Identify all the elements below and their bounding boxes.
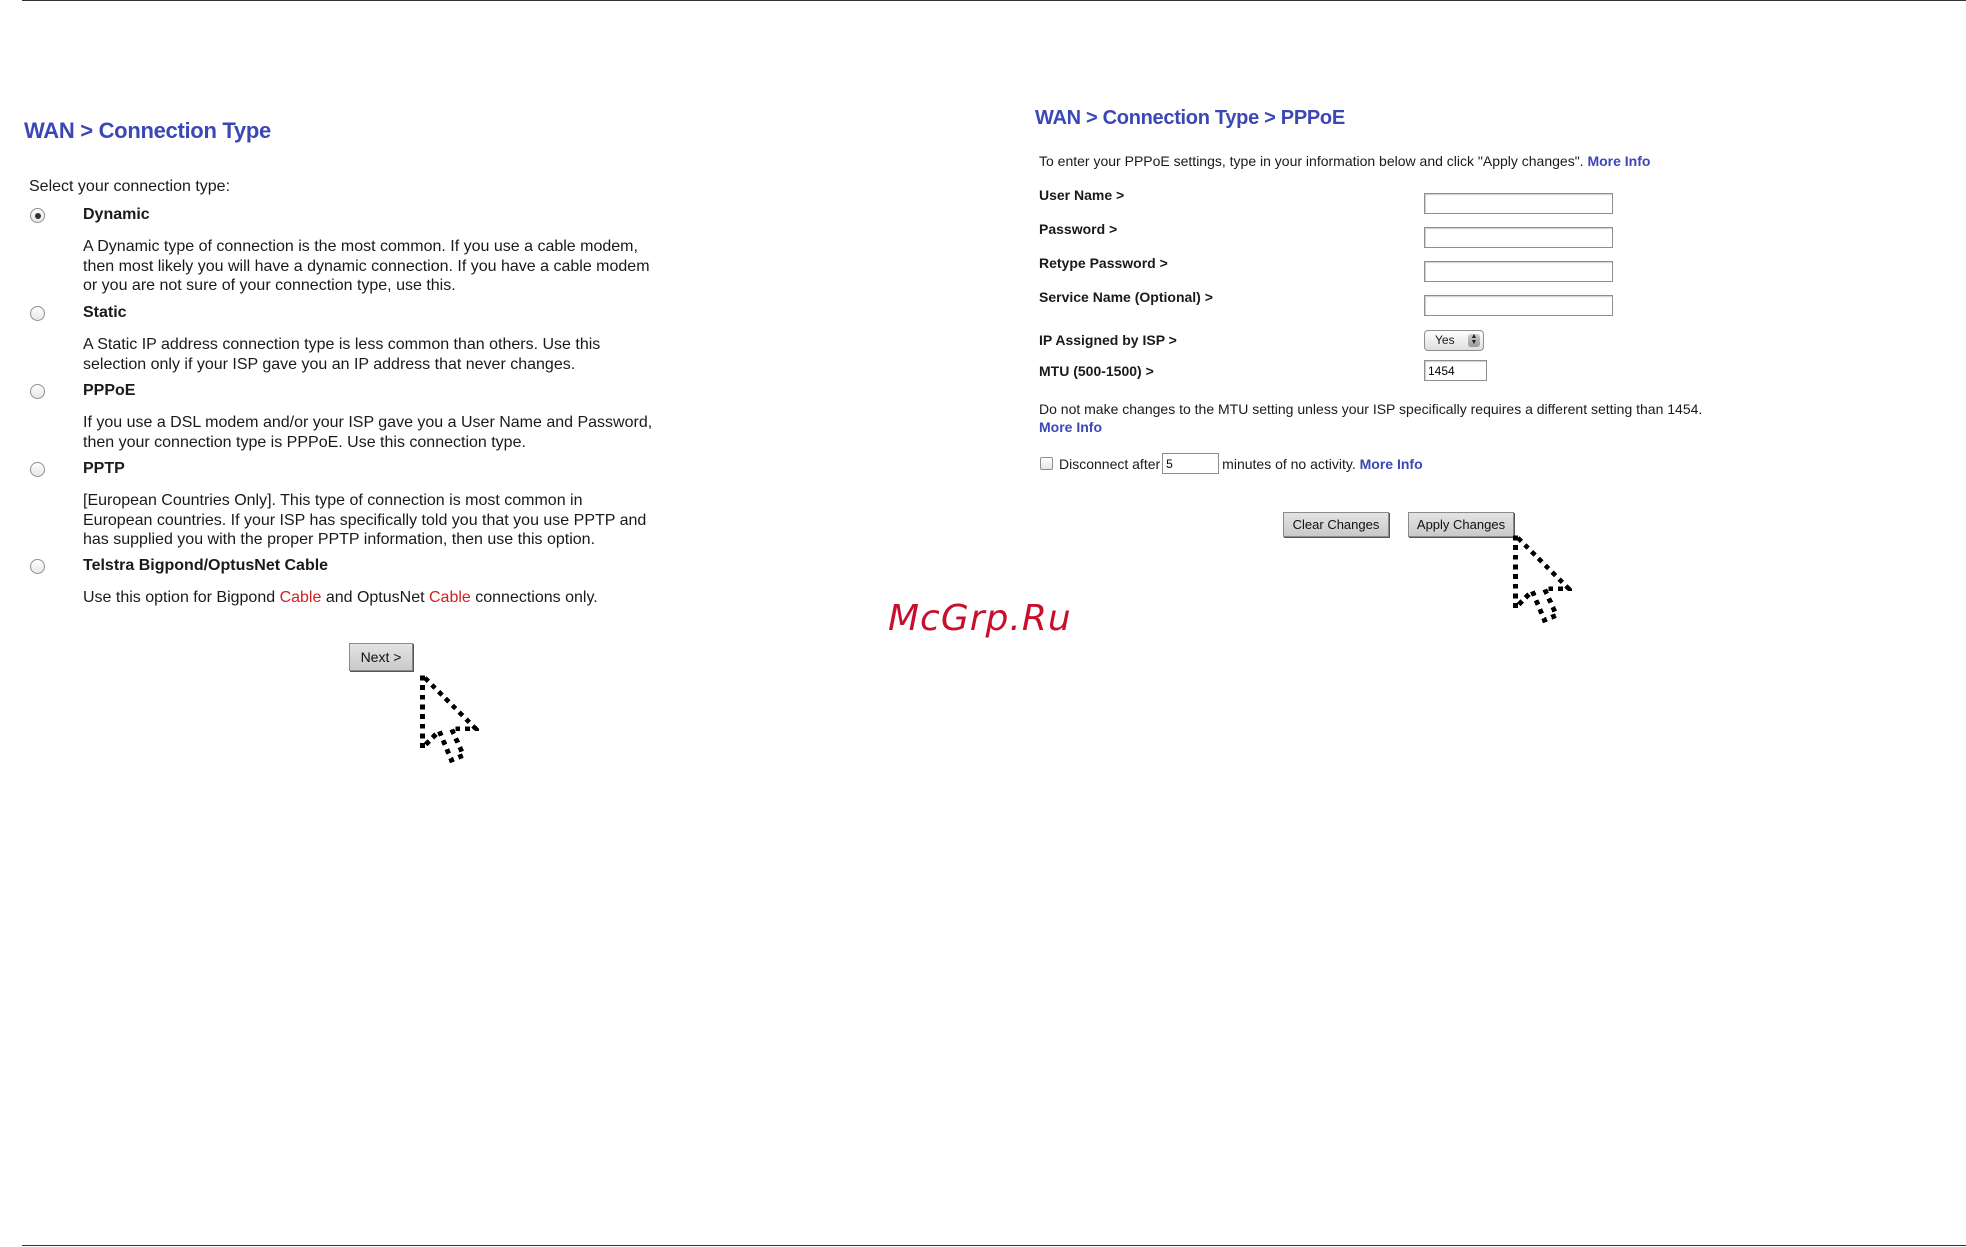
- radio-static[interactable]: [30, 306, 45, 321]
- retype-password-input[interactable]: [1424, 261, 1613, 282]
- page-title-connection-type: WAN > Connection Type: [24, 118, 271, 143]
- radio-pppoe[interactable]: [30, 384, 45, 399]
- disconnect-label: Disconnect after: [1059, 455, 1161, 472]
- desc-text: connections only.: [470, 589, 598, 606]
- label-mtu: MTU (500-1500) >: [1039, 363, 1154, 379]
- more-info-link[interactable]: More Info: [1359, 455, 1423, 472]
- mtu-note: [1039, 400, 1702, 436]
- intro-text: [1039, 153, 1650, 169]
- option-desc-pptp: [83, 491, 703, 550]
- option-label-pppoe: PPPoE: [83, 382, 136, 399]
- ip-assigned-select[interactable]: [1424, 330, 1484, 351]
- option-desc-static: [83, 335, 703, 374]
- radio-dynamic[interactable]: [30, 208, 45, 223]
- bottom-rule: [22, 1245, 1966, 1246]
- mtu-note-text: Do not make changes to the MTU setting unless your ISP specifically requires a different setting than 1454.: [1039, 401, 1703, 417]
- desc-text: and OptusNet: [321, 589, 429, 606]
- option-label-static: Static: [83, 304, 127, 321]
- more-info-link[interactable]: More Info: [1039, 419, 1102, 435]
- watermark: McGrp.Ru: [888, 598, 1072, 639]
- mtu-input[interactable]: [1424, 360, 1487, 381]
- select-arrows-icon: ▲ ▼: [1468, 334, 1480, 347]
- desc-line: If you use a DSL modem and/or your ISP gave you a User Name and Password,: [83, 414, 653, 431]
- page-title-pppoe: WAN > Connection Type > PPPoE: [1035, 107, 1345, 129]
- apply-changes-button[interactable]: Apply Changes: [1408, 512, 1514, 537]
- select-connection-label: Select your connection type:: [29, 178, 231, 195]
- label-ip-assigned: IP Assigned by ISP >: [1039, 332, 1177, 348]
- mouse-pointer-icon: [1512, 533, 1572, 625]
- option-desc-pppoe: [83, 413, 703, 452]
- label-user-name: User Name >: [1039, 187, 1125, 203]
- option-desc-telstra: [83, 588, 703, 608]
- disconnect-minutes-input[interactable]: [1162, 453, 1219, 474]
- desc-line: then your connection type is PPPoE. Use this connection type.: [83, 433, 526, 451]
- disconnect-checkbox[interactable]: [1040, 457, 1053, 470]
- label-service-name: Service Name (Optional) >: [1039, 289, 1213, 305]
- desc-line: [European Countries Only]. This type of connection is most common in: [83, 492, 583, 509]
- top-rule: [22, 0, 1966, 1]
- desc-line: or you are not sure of your connection type, use this.: [83, 277, 456, 294]
- option-label-telstra: Telstra Bigpond/OptusNet Cable: [83, 557, 329, 574]
- desc-line: European countries. If your ISP has specifically told you that you use PPTP and: [83, 511, 647, 529]
- disconnect-row: [1040, 453, 1423, 474]
- radio-telstra[interactable]: [30, 559, 45, 574]
- desc-line: then most likely you will have a dynamic connection. If you have a cable modem: [83, 257, 650, 275]
- password-input[interactable]: [1424, 227, 1613, 248]
- radio-pptp[interactable]: [30, 462, 45, 477]
- option-desc-dynamic: [83, 237, 703, 296]
- option-label-dynamic: Dynamic: [83, 206, 150, 223]
- user-name-input[interactable]: [1424, 193, 1613, 214]
- more-info-link[interactable]: More Info: [1587, 153, 1651, 169]
- desc-highlight: Cable: [279, 589, 322, 606]
- intro-body: To enter your PPPoE settings, type in your information below and click "Apply changes".: [1039, 153, 1588, 169]
- label-retype-password: Retype Password >: [1039, 255, 1168, 271]
- next-button[interactable]: Next >: [349, 643, 413, 671]
- desc-text: Use this option for Bigpond: [83, 589, 280, 606]
- label-password: Password >: [1039, 221, 1118, 237]
- mouse-pointer-icon: [419, 673, 479, 765]
- desc-line: has supplied you with the proper PPTP information, then use this option.: [83, 531, 596, 548]
- disconnect-suffix: minutes of no activity.: [1222, 455, 1356, 472]
- service-name-input[interactable]: [1424, 295, 1613, 316]
- desc-line: A Dynamic type of connection is the most common. If you use a cable modem,: [83, 238, 638, 255]
- desc-line: A Static IP address connection type is less common than others. Use this: [83, 336, 601, 353]
- ip-assigned-value: Yes: [1435, 333, 1455, 347]
- clear-changes-button[interactable]: Clear Changes: [1283, 512, 1389, 537]
- desc-line: selection only if your ISP gave you an IP address that never changes.: [83, 355, 576, 373]
- option-label-pptp: PPTP: [83, 460, 125, 477]
- desc-highlight: Cable: [429, 589, 471, 606]
